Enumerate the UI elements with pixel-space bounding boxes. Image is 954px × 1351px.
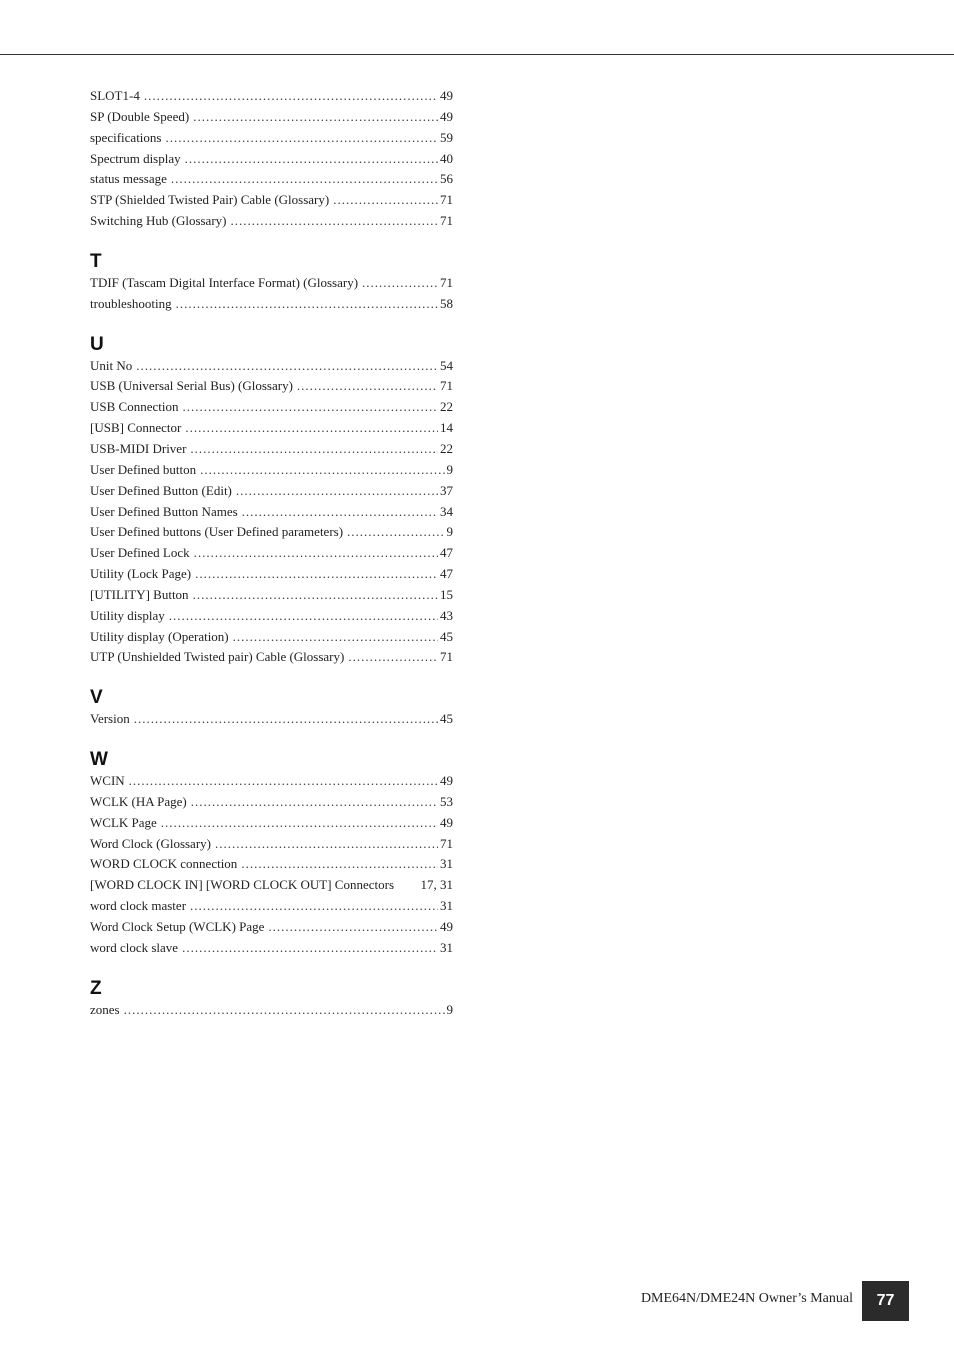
dot-leader bbox=[241, 854, 438, 875]
index-entry bbox=[90, 938, 453, 959]
index-section bbox=[90, 978, 453, 1021]
entry-term: Unit No bbox=[90, 357, 133, 373]
dot-leader bbox=[236, 481, 438, 502]
index-entry bbox=[90, 896, 453, 917]
entry-term: WCLK Page bbox=[90, 814, 157, 830]
entry-page-ref: 71 bbox=[440, 213, 453, 229]
entry-page-ref: 9 bbox=[446, 1001, 453, 1017]
entry-page-ref: 49 bbox=[440, 814, 453, 830]
entry-term: word clock master bbox=[90, 898, 187, 914]
index-entry bbox=[90, 128, 453, 149]
entry-term: status message bbox=[90, 171, 167, 187]
section-letter-heading: U bbox=[90, 333, 104, 355]
entry-term: WCLK (HA Page) bbox=[90, 793, 187, 809]
entry-term: TDIF (Tascam Digital Interface Format) (Glossary) bbox=[90, 274, 359, 290]
index-entry bbox=[90, 606, 453, 627]
index-entry bbox=[90, 917, 453, 938]
dot-leader bbox=[195, 564, 438, 585]
footer-manual-title: DME64N/DME24N Owner’s Manual bbox=[640, 1291, 853, 1306]
entry-term: Spectrum display bbox=[90, 150, 181, 166]
index-entry bbox=[90, 397, 453, 418]
entry-page-ref: 49 bbox=[440, 108, 453, 124]
entry-page-ref: 49 bbox=[440, 919, 453, 934]
dot-leader bbox=[165, 128, 438, 149]
index-entry bbox=[90, 1000, 453, 1021]
dot-leader bbox=[144, 86, 438, 107]
dot-leader bbox=[134, 709, 438, 730]
section-letter-heading: W bbox=[90, 749, 108, 771]
entry-page-ref: 9 bbox=[446, 524, 453, 540]
entry-term: User Defined Button Names bbox=[90, 503, 238, 519]
section-letter-heading: T bbox=[90, 250, 102, 272]
entry-term: USB Connection bbox=[90, 399, 179, 415]
entry-page-ref: 45 bbox=[440, 711, 453, 727]
entry-term: USB-MIDI Driver bbox=[90, 440, 187, 456]
index-entry bbox=[90, 86, 453, 107]
dot-leader bbox=[348, 647, 438, 668]
index-section bbox=[90, 749, 453, 959]
header-rule bbox=[0, 54, 954, 55]
page-number: 77 bbox=[876, 1292, 895, 1309]
dot-leader bbox=[171, 169, 438, 190]
index-entry bbox=[90, 190, 453, 211]
entry-term: WORD CLOCK connection bbox=[90, 856, 238, 872]
dot-leader bbox=[233, 627, 438, 648]
entry-page-ref: 49 bbox=[440, 773, 453, 789]
dot-leader bbox=[161, 813, 438, 834]
index-section bbox=[90, 687, 453, 730]
index-entry bbox=[90, 627, 453, 648]
dot-leader bbox=[193, 585, 438, 606]
entry-page-ref: 59 bbox=[440, 129, 453, 145]
entry-term: User Defined Lock bbox=[90, 545, 190, 561]
entry-page-ref: 37 bbox=[440, 482, 453, 498]
index-entry bbox=[90, 647, 453, 668]
index-column bbox=[90, 86, 453, 1021]
index-entry bbox=[90, 709, 453, 730]
index-entry bbox=[90, 273, 453, 294]
dot-leader bbox=[194, 543, 438, 564]
entry-page-ref: 31 bbox=[440, 856, 453, 872]
entry-term: UTP (Unshielded Twisted pair) Cable (Glossary) bbox=[90, 649, 345, 665]
entry-term: User Defined Button (Edit) bbox=[90, 482, 232, 498]
index-entry bbox=[90, 792, 453, 813]
entry-page-ref: 40 bbox=[440, 150, 453, 166]
dot-leader bbox=[169, 606, 438, 627]
dot-leader bbox=[193, 107, 438, 128]
dot-leader bbox=[362, 273, 438, 294]
entry-page-ref: 53 bbox=[440, 793, 453, 809]
index-entry bbox=[90, 875, 453, 896]
dot-leader bbox=[297, 376, 438, 397]
entry-page-ref: 22 bbox=[440, 440, 453, 456]
index-entry bbox=[90, 294, 453, 315]
index-entry bbox=[90, 211, 453, 232]
entry-page-ref: 15 bbox=[440, 586, 453, 602]
entry-term: word clock slave bbox=[90, 939, 179, 955]
entry-term: Word Clock Setup (WCLK) Page bbox=[90, 919, 265, 934]
page-number-badge bbox=[862, 1281, 909, 1321]
index-section bbox=[90, 86, 453, 232]
index-entry bbox=[90, 502, 453, 523]
entry-term: [USB] Connector bbox=[90, 420, 182, 436]
index-entry bbox=[90, 356, 453, 377]
entry-page-ref: 58 bbox=[440, 295, 453, 311]
entry-term: STP (Shielded Twisted Pair) Cable (Glossary) bbox=[90, 192, 330, 208]
dot-leader bbox=[129, 771, 438, 792]
dot-leader bbox=[182, 938, 438, 959]
entry-term: zones bbox=[90, 1001, 120, 1017]
entry-term: SP (Double Speed) bbox=[90, 108, 190, 124]
entry-page-ref: 71 bbox=[440, 274, 453, 290]
dot-leader bbox=[347, 522, 444, 543]
section-letter-heading: Z bbox=[90, 977, 102, 999]
index-section bbox=[90, 334, 453, 669]
index-entry bbox=[90, 376, 453, 397]
index-entry bbox=[90, 439, 453, 460]
index-entry bbox=[90, 481, 453, 502]
dot-leader bbox=[136, 356, 438, 377]
entry-page-ref: 71 bbox=[440, 649, 453, 665]
dot-leader bbox=[124, 1000, 445, 1021]
entry-page-ref: 22 bbox=[440, 399, 453, 415]
entry-term: Utility (Lock Page) bbox=[90, 566, 192, 582]
entry-page-ref: 56 bbox=[440, 171, 453, 187]
index-entry bbox=[90, 169, 453, 190]
index-entry bbox=[90, 834, 453, 855]
entry-term: User Defined buttons (User Defined parameters) bbox=[90, 524, 344, 540]
entry-page-ref: 47 bbox=[440, 566, 453, 582]
entry-page-ref: 71 bbox=[440, 192, 453, 208]
entry-page-ref: 31 bbox=[440, 939, 453, 955]
entry-page-ref: 54 bbox=[440, 357, 453, 373]
entry-term: [UTILITY] Button bbox=[90, 586, 189, 602]
dot-leader bbox=[268, 917, 438, 938]
index-entry bbox=[90, 460, 453, 481]
dot-leader bbox=[185, 149, 438, 170]
entry-page-ref: 47 bbox=[440, 545, 453, 561]
entry-term: Switching Hub (Glossary) bbox=[90, 213, 227, 229]
entry-term: WCIN bbox=[90, 773, 125, 789]
index-entry bbox=[90, 585, 453, 606]
index-entry bbox=[90, 564, 453, 585]
entry-page-ref: 71 bbox=[440, 378, 453, 394]
index-entry bbox=[90, 813, 453, 834]
dot-leader bbox=[190, 439, 438, 460]
entry-term: Utility display (Operation) bbox=[90, 628, 229, 644]
entry-page-ref: 45 bbox=[440, 628, 453, 644]
section-letter-heading: V bbox=[90, 687, 103, 709]
index-section bbox=[90, 251, 453, 315]
dot-leader bbox=[200, 460, 444, 481]
entry-term: SLOT1-4 bbox=[90, 88, 140, 103]
dot-leader bbox=[191, 792, 438, 813]
dot-leader bbox=[176, 294, 438, 315]
dot-leader bbox=[182, 397, 438, 418]
index-entry bbox=[90, 771, 453, 792]
dot-leader bbox=[333, 190, 438, 211]
entry-term: User Defined button bbox=[90, 461, 197, 477]
index-entry bbox=[90, 107, 453, 128]
index-entry bbox=[90, 522, 453, 543]
dot-leader bbox=[190, 896, 438, 917]
entry-page-ref: 17, 31 bbox=[420, 877, 453, 893]
entry-term: USB (Universal Serial Bus) (Glossary) bbox=[90, 378, 293, 394]
entry-term: Word Clock (Glossary) bbox=[90, 835, 211, 851]
entry-term: Version bbox=[90, 711, 130, 727]
entry-page-ref: 43 bbox=[440, 607, 453, 623]
entry-page-ref: 49 bbox=[440, 88, 453, 103]
entry-term: Utility display bbox=[90, 607, 165, 623]
entry-page-ref: 9 bbox=[446, 461, 453, 477]
index-entry bbox=[90, 854, 453, 875]
dot-leader bbox=[242, 502, 438, 523]
entry-page-ref: 34 bbox=[440, 503, 453, 519]
entry-term: specifications bbox=[90, 129, 162, 145]
dot-leader bbox=[231, 211, 439, 232]
dot-leader bbox=[185, 418, 438, 439]
entry-page-ref: 31 bbox=[440, 898, 453, 914]
index-entry bbox=[90, 149, 453, 170]
entry-page-ref: 71 bbox=[440, 835, 453, 851]
index-entry bbox=[90, 543, 453, 564]
entry-term: troubleshooting bbox=[90, 295, 172, 311]
entry-term: [WORD CLOCK IN] [WORD CLOCK OUT] Connectors bbox=[90, 877, 395, 893]
entry-page-ref: 14 bbox=[440, 420, 453, 436]
dot-leader bbox=[215, 834, 438, 855]
index-entry bbox=[90, 418, 453, 439]
